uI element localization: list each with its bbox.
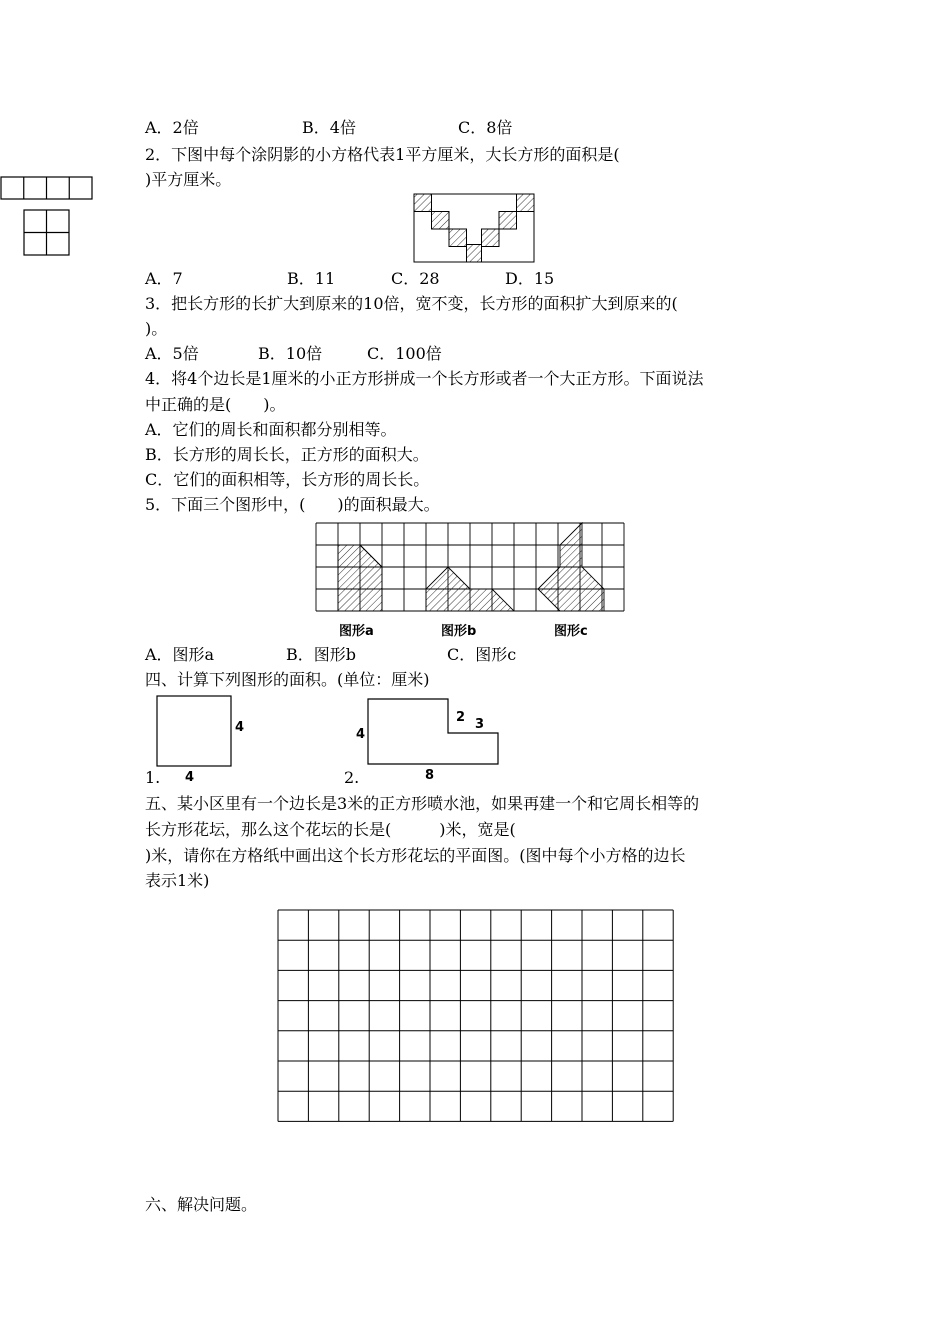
- q5-option-c: C．图形c: [447, 645, 517, 664]
- section4-fig1-right-label: 4: [235, 720, 245, 735]
- q1-option-a: A．2倍: [145, 118, 199, 137]
- section4-title: 四、计算下列图形的面积。(单位：厘米): [145, 670, 430, 689]
- q5-option-b: B．图形b: [286, 645, 357, 664]
- q3-option-b: B．10倍: [258, 344, 323, 363]
- section5-line3: )米，请你在方格纸中画出这个长方形花坛的平面图。(图中每个小方格的边长: [145, 846, 686, 865]
- section4-fig2-left-label: 4: [356, 727, 366, 742]
- q5-grid-figures: [314, 521, 628, 615]
- q3-option-a: A．5倍: [145, 344, 199, 363]
- section6-title: 六、解决问题。: [145, 1195, 258, 1214]
- section4-fig1-bottom-label: 4: [185, 770, 195, 785]
- q4-text-line2: 中正确的是( )。: [145, 395, 286, 414]
- q5-figure-c-label: 图形c: [554, 624, 588, 639]
- section4-fig2-step-right-label: 3: [475, 717, 485, 732]
- margin-square-shapes: [0, 176, 95, 258]
- section4-fig2-bottom-label: 8: [425, 768, 435, 783]
- q4-option-b: B．长方形的周长长，正方形的面积大。: [145, 445, 429, 464]
- q2-text-line1: 2．下图中每个涂阴影的小方格代表1平方厘米，大长方形的面积是(: [145, 145, 620, 164]
- figure-a-shape: [338, 545, 382, 611]
- section5-line1: 五、某小区里有一个边长是3米的正方形喷水池，如果再建一个和它周长相等的: [145, 794, 700, 813]
- q3-option-c: C．100倍: [367, 344, 442, 363]
- section4-fig2-step-label: 2: [456, 710, 466, 725]
- q5-text: 5．下面三个图形中，( )的面积最大。: [145, 495, 440, 514]
- q2-rectangle-figure: [412, 192, 536, 264]
- q3-text-line2: )。: [145, 319, 168, 338]
- section4-fig2-number: 2.: [344, 768, 360, 787]
- q5-option-a: A．图形a: [145, 645, 215, 664]
- section4-l-shape: [366, 697, 504, 767]
- q1-option-c: C．8倍: [458, 118, 513, 137]
- q5-figure-b-label: 图形b: [441, 624, 477, 639]
- section5-line2: 长方形花坛，那么这个花坛的长是( )米，宽是(: [145, 820, 516, 839]
- q2-text-line2: )平方厘米。: [145, 170, 232, 189]
- q1-option-b: B．4倍: [302, 118, 356, 137]
- q2-option-c: C．28: [391, 269, 440, 288]
- section5-grid-paper[interactable]: [276, 908, 676, 1126]
- q4-option-c: C．它们的面积相等，长方形的周长长。: [145, 470, 430, 489]
- section4-square: [155, 694, 235, 768]
- q5-figure-a-label: 图形a: [339, 624, 374, 639]
- q2-option-d: D．15: [505, 269, 555, 288]
- q2-option-b: B．11: [287, 269, 336, 288]
- q4-option-a: A．它们的周长和面积都分别相等。: [145, 420, 397, 439]
- section4-fig1-number: 1.: [145, 768, 161, 787]
- q3-text-line1: 3．把长方形的长扩大到原来的10倍，宽不变，长方形的面积扩大到原来的(: [145, 294, 678, 313]
- q2-option-a: A．7: [145, 269, 183, 288]
- q4-text-line1: 4．将4个边长是1厘米的小正方形拼成一个长方形或者一个大正方形。下面说法: [145, 369, 704, 388]
- section5-line4: 表示1米): [145, 871, 210, 890]
